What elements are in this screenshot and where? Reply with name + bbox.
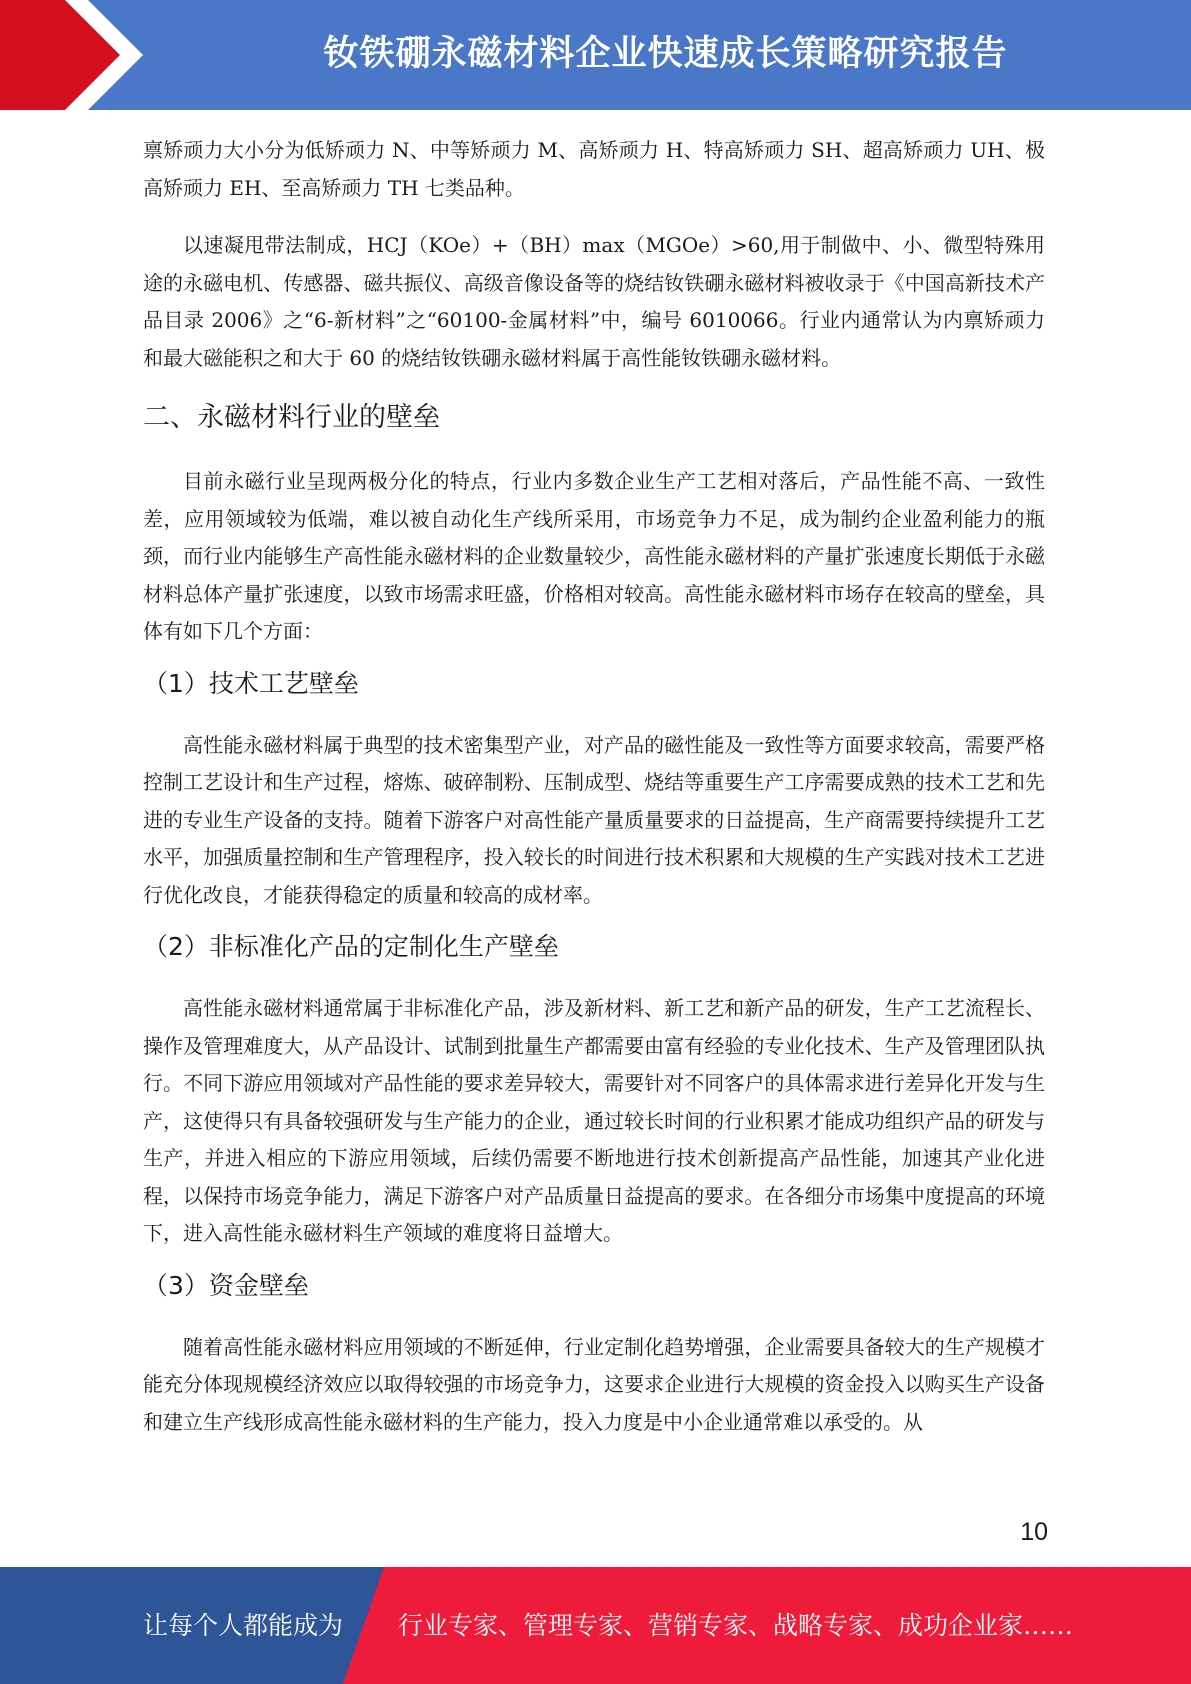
paragraph-6: 随着高性能永磁材料应用领域的不断延伸，行业定制化趋势增强，企业需要具备较大的生产规模才能充分体现规模经济效应以取得较强的市场竞争力，这要求企业进行大规模的资金投入以购买生产设备和建立生产线形成高性能永磁材料的生产能力，投入力度是中小企业通常难以承受的。从: [143, 1334, 1045, 1434]
subheading-technology-barrier: （1）技术工艺壁垒: [143, 668, 359, 698]
subheading-customization-barrier: （2）非标准化产品的定制化生产壁垒: [143, 932, 559, 961]
paragraph-2: 以速凝甩带法制成，HCJ（KOe）+（BH）max（MGOe）>60,用于制做中、小、微型特殊用途的永磁电机、传感器、磁共振仪、高级音像设备等的烧结钕铁硼永磁材料被收录于《中国高新技术产品目录 2006》之“6-新材料”之“60100-金属材料”中，编号 6010066。行业内通常认为内禀矫顽力和最大磁能积之和大于 60 的烧结钕铁硼永磁材料属于高性能钕铁硼永磁材料。: [143, 233, 1045, 370]
document-body: [143, 132, 1045, 1441]
paragraph-4: 高性能永磁材料属于典型的技术密集型产业，对产品的磁性能及一致性等方面要求较高，需要严格控制工艺设计和生产过程，熔炼、破碎制粉、压制成型、烧结等重要生产工序需要成熟的技术工艺和先进的专业生产设备的支持。随着下游客户对高性能产量质量要求的日益提高，生产商需要持续提升工艺水平，加强质量控制和生产管理程序，投入较长的时间进行技术积累和大规模的生产实践对技术工艺进行优化改良，才能获得稳定的质量和较高的成材率。: [143, 732, 1045, 907]
section-heading-barriers: 二、永磁材料行业的壁垒: [143, 402, 440, 433]
footer-slogan-left: 让每个人都能成为: [143, 1611, 344, 1640]
report-title: 钕铁硼永磁材料企业快速成长策略研究报告: [323, 34, 1008, 74]
paragraph-5: 高性能永磁材料通常属于非标准化产品，涉及新材料、新工艺和新产品的研发，生产工艺流程长、操作及管理难度大，从产品设计、试制到批量生产都需要由富有经验的专业化技术、生产及管理团队执行。不同下游应用领域对产品性能的要求差异较大，需要针对不同客户的具体需求进行差异化开发与生产，这使得只有具备较强研发与生产能力的企业，通过较长时间的行业积累才能成功组织产品的研发与生产，并进入相应的下游应用领域，后续仍需要不断地进行技术创新提高产品性能，加速其产业化进程，以保持市场竞争能力，满足下游客户对产品质量日益提高的要求。在各细分市场集中度提高的环境下，进入高性能永磁材料生产领域的难度将日益增大。: [143, 996, 1045, 1245]
page-footer: [0, 1567, 1191, 1684]
subheading-capital-barrier: （3）资金壁垒: [143, 1270, 309, 1300]
paragraph-3: 目前永磁行业呈现两极分化的特点，行业内多数企业生产工艺相对落后，产品性能不高、一致性差，应用领域较为低端，难以被自动化生产线所采用，市场竞争力不足，成为制约企业盈利能力的瓶颈，而行业内能够生产高性能永磁材料的企业数量较少，高性能永磁材料的产量扩张速度长期低于永磁材料总体产量扩张速度，以致市场需求旺盛，价格相对较高。高性能永磁材料市场存在较高的壁垒，具体有如下几个方面：: [143, 469, 1045, 643]
footer-slogan-right: 行业专家、管理专家、营销专家、战略专家、成功企业家……: [398, 1611, 1074, 1640]
page-header: [0, 0, 1191, 110]
page-number: 10: [1020, 1518, 1048, 1546]
header-chevron-icon: [0, 0, 160, 110]
paragraph-1: 禀矫顽力大小分为低矫顽力 N、中等矫顽力 M、高矫顽力 H、特高矫顽力 SH、超高矫顽力 UH、极高矫顽力 EH、至高矫顽力 TH 七类品种。: [143, 138, 1045, 200]
